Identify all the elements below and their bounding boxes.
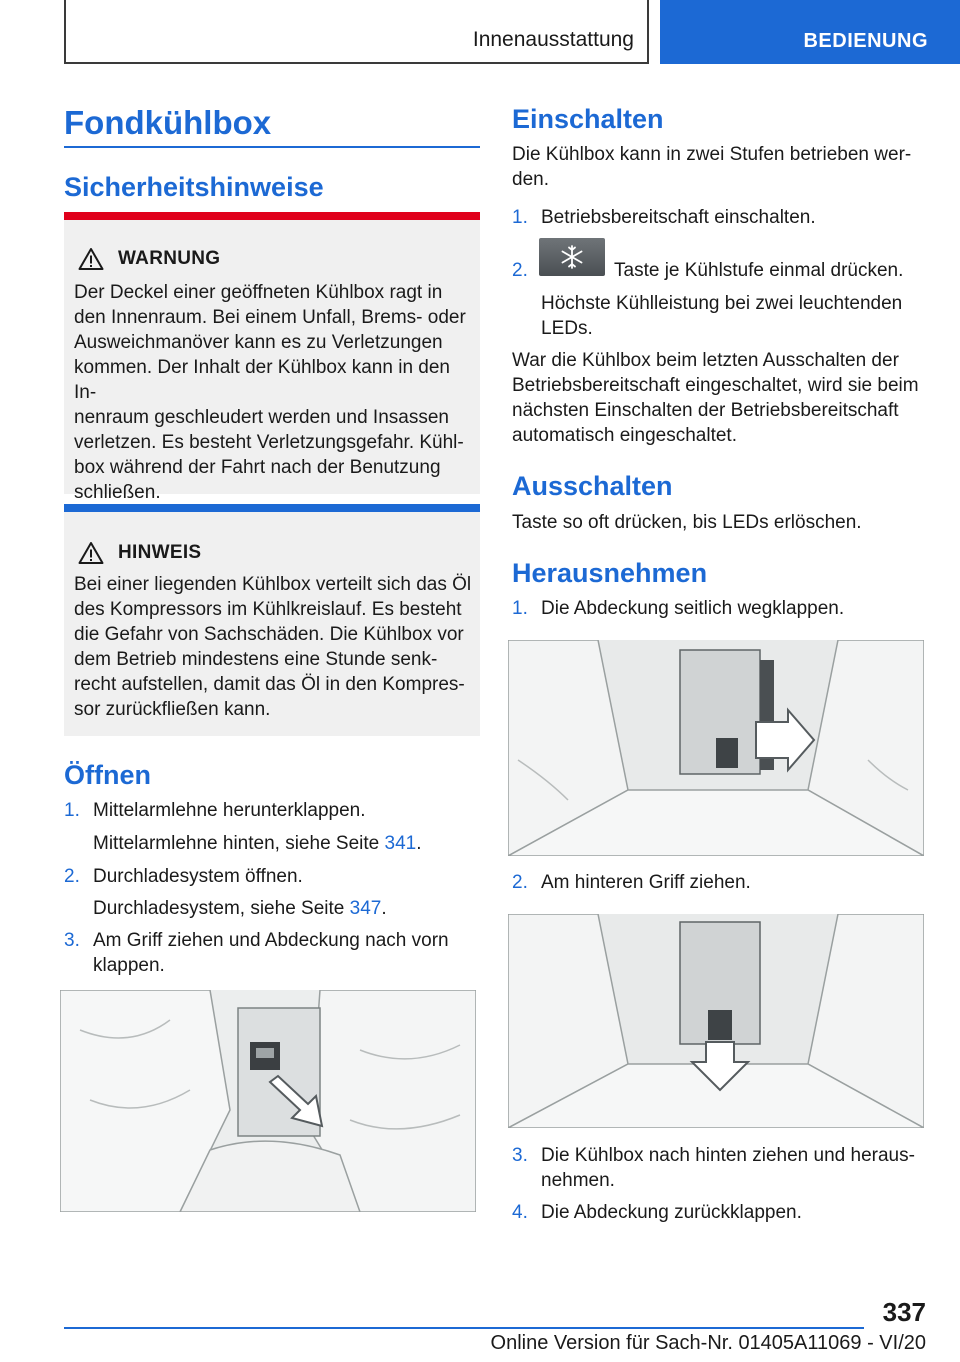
warning-line: schließen. <box>74 482 161 503</box>
step-text: Die Abdeckung zurückklappen. <box>541 1202 802 1223</box>
step-number: 1. <box>512 207 528 228</box>
notice-text <box>74 572 474 722</box>
armrest-illustration <box>60 990 476 1212</box>
step-number: 3. <box>64 930 80 951</box>
notice-title: HINWEIS <box>118 542 202 563</box>
warning-text <box>74 280 474 505</box>
step-text: Am hinteren Griff ziehen. <box>541 872 751 893</box>
snowflake-icon <box>539 238 605 276</box>
warning-title: WARNUNG <box>118 248 221 269</box>
notice-triangle-icon <box>78 541 104 565</box>
page-title: Fondkühlbox <box>64 104 272 141</box>
footer-rule <box>64 1327 864 1329</box>
notice-line: dem Betrieb mindestens eine Stunde senk- <box>74 649 438 670</box>
page-link[interactable]: 347 <box>349 898 382 919</box>
warning-line: box während der Fahrt nach der Benutzung <box>74 457 441 478</box>
notice-line: sor zurückfließen kann. <box>74 699 271 720</box>
off-heading: Ausschalten <box>512 471 673 501</box>
pull-handle-illustration <box>508 914 924 1128</box>
warning-line: verletzen. Es besteht Verletzungsgefahr. Kühl- <box>74 432 464 453</box>
header-chapter-label: BEDIENUNG <box>803 30 928 52</box>
remove-heading: Herausnehmen <box>512 558 708 588</box>
on-intro: Die Kühlbox kann in zwei Stufen betrieben wer- den. <box>512 144 912 190</box>
header-chapter-tab[interactable] <box>660 0 960 64</box>
step-subtext: Höchste Kühlleistung bei zwei leuchtenden LEDs. <box>541 293 903 339</box>
on-note: War die Kühlbox beim letzten Ausschalten der Betriebsbereitschaft eingeschaltet, wird sie beim nächsten Einschalten der Betriebsbereitschaft automatisch eingeschaltet. <box>512 350 919 446</box>
off-text: Taste so oft drücken, bis LEDs erlöschen. <box>512 512 862 533</box>
step-number: 1. <box>64 800 80 821</box>
step-number: 3. <box>512 1145 528 1166</box>
open-heading: Öffnen <box>64 760 151 790</box>
notice-line: Bei einer liegenden Kühlbox verteilt sich das Öl <box>74 574 472 595</box>
notice-line: recht aufstellen, damit das Öl in den Kompres- <box>74 674 465 695</box>
warning-line: nenraum geschleudert werden und Insassen <box>74 407 449 428</box>
cover-sideways-illustration <box>508 640 924 856</box>
step-reference: Mittelarmlehne hinten, siehe Seite 341. <box>93 833 422 854</box>
step-reference: Durchladesystem, siehe Seite 347. <box>93 898 387 919</box>
step-number: 1. <box>512 598 528 619</box>
title-rule <box>64 146 480 148</box>
step-text: Die Abdeckung seitlich wegklappen. <box>541 598 845 619</box>
warning-line: kommen. Der Inhalt der Kühlbox kann in den In- <box>74 357 450 403</box>
step-number: 2. <box>512 872 528 893</box>
step-text: Die Kühlbox nach hinten ziehen und heraus- nehmen. <box>541 1145 915 1191</box>
snowflake-key-button[interactable] <box>539 238 605 276</box>
warning-header <box>78 246 220 272</box>
step-text: Am Griff ziehen und Abdeckung nach vorn klappen. <box>93 930 449 976</box>
warning-line: Ausweichmanöver kann es zu Verletzungen <box>74 332 443 353</box>
step-text: Durchladesystem öffnen. <box>93 866 303 887</box>
step-text: Mittelarmlehne herunterklappen. <box>93 800 366 821</box>
notice-line: des Kompressors im Kühlkreislauf. Es besteht <box>74 599 462 620</box>
header-section-title: Innenausstattung <box>472 28 634 51</box>
step-text: Betriebsbereitschaft einschalten. <box>541 207 816 228</box>
warning-line: den Innenraum. Bei einem Unfall, Brems- oder <box>74 307 466 328</box>
step-number: 2. <box>64 866 80 887</box>
page-link[interactable]: 341 <box>384 833 417 854</box>
warning-triangle-icon <box>78 247 104 271</box>
safety-heading: Sicherheitshinweise <box>64 172 324 202</box>
notice-header <box>78 540 201 566</box>
step-number: 2. <box>512 260 528 281</box>
step-text: Taste je Kühlstufe einmal drücken. <box>614 260 904 281</box>
warning-box <box>64 212 480 503</box>
step-number: 4. <box>512 1202 528 1223</box>
notice-line: die Gefahr von Sachschäden. Die Kühlbox vor <box>74 624 464 645</box>
on-heading: Einschalten <box>512 104 664 134</box>
page-number: 337 <box>882 1297 926 1327</box>
warning-line: Der Deckel einer geöffneten Kühlbox ragt in <box>74 282 443 303</box>
notice-box <box>64 504 480 736</box>
footer-online-version: Online Version für Sach-Nr. 01405A11069 - VI/20 <box>490 1332 926 1354</box>
